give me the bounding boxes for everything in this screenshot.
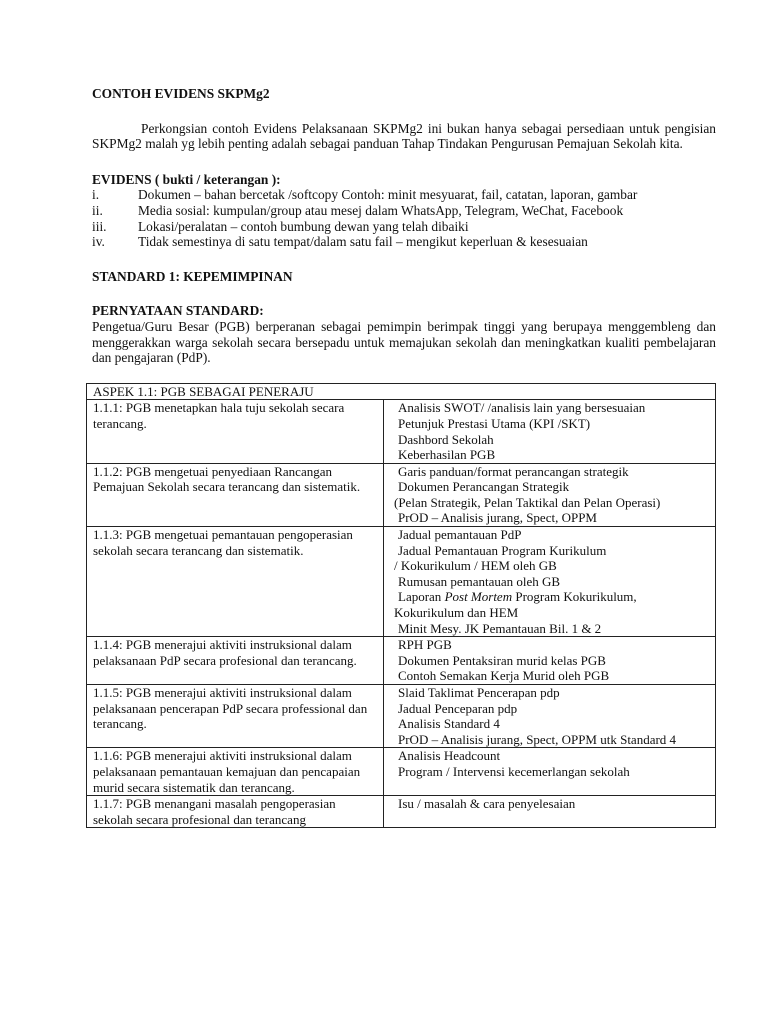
post-mortem-text: Post Mortem (444, 589, 513, 605)
intro-text: Perkongsian contoh Evidens Pelaksanaan SKPMg2 ini bukan hanya sebagai persediaan untuk pengisian SKPMg2 malah yg lebih penting adalah sebagai panduan Tahap Tindakan Pengurusan Pemajuan Sekolah kita. (92, 120, 716, 152)
list-item (92, 187, 716, 203)
list-number: ii. (92, 202, 103, 218)
criterion-cell: 1.1.2: PGB mengetuai penyediaan Rancangan Pemajuan Sekolah secara terancang dan sistematik. (87, 463, 384, 526)
list-item (92, 234, 716, 250)
evidence-item: Isu / masalah & cara penyelesaian (398, 796, 576, 812)
evidence-item (394, 589, 709, 605)
table-row (87, 748, 716, 796)
evidence-item: Dashbord Sekolah (398, 431, 494, 447)
evidence-cell (384, 685, 716, 748)
list-text: Media sosial: kumpulan/group atau mesej dalam WhatsApp, Telegram, WeChat, Facebook (138, 202, 624, 218)
table-row (87, 637, 716, 685)
evidence-item: Analisis Headcount (398, 748, 501, 764)
list-text: Tidak semestinya di satu tempat/dalam satu fail – mengikut keperluan & kesesuaian (138, 234, 588, 250)
criterion-cell: 1.1.3: PGB mengetuai pemantauan pengoperasian sekolah secara terancang dan sistematik. (87, 527, 384, 637)
evidence-item: Analisis Standard 4 (398, 716, 500, 732)
evidence-item: / Kokurikulum / HEM oleh GB (394, 558, 557, 574)
document-title: CONTOH EVIDENS SKPMg2 (92, 86, 270, 101)
evidence-cell (384, 637, 716, 685)
evidence-item: Contoh Semakan Kerja Murid oleh PGB (398, 668, 610, 684)
laporan-text: Laporan (398, 589, 445, 605)
evidence-item: Jadual Pemantauan Program Kurikulum (398, 542, 607, 558)
evidence-item: Petunjuk Prestasi Utama (KPI /SKT) (398, 415, 591, 431)
evidens-list (92, 187, 716, 249)
table-row (87, 463, 716, 526)
evidence-item: Minit Mesy. JK Pemantauan Bil. 1 & 2 (398, 620, 602, 636)
table-header-row (87, 383, 716, 400)
evidence-cell (384, 748, 716, 796)
list-number: i. (92, 187, 100, 203)
evidence-table (86, 383, 716, 829)
evidence-item: Kokurikulum dan HEM (394, 605, 519, 621)
evidence-item: Dokumen Pentaksiran murid kelas PGB (398, 652, 606, 668)
evidence-item: Rumusan pemantauan oleh GB (398, 573, 561, 589)
table-row (87, 796, 716, 828)
evidence-cell (384, 796, 716, 828)
list-item (92, 203, 716, 219)
evidence-item: Program / Intervensi kecemerlangan sekolah (398, 763, 630, 779)
table-row (87, 685, 716, 748)
evidence-item: (Pelan Strategik, Pelan Taktikal dan Pelan Operasi) (394, 494, 661, 510)
list-text: Dokumen – bahan bercetak /softcopy Contoh: minit mesyuarat, fail, catatan, laporan, gambar (138, 187, 638, 203)
evidence-cell (384, 463, 716, 526)
document-page (92, 86, 716, 828)
table-row (87, 400, 716, 463)
criterion-cell: 1.1.4: PGB menerajui aktiviti instruksional dalam pelaksanaan PdP secara profesional dan terancang. (87, 637, 384, 685)
evidence-item: Jadual pemantauan PdP (398, 527, 522, 543)
criterion-cell: 1.1.6: PGB menerajui aktiviti instruksional dalam pelaksanaan pemantauan kemajuan dan pencapaian murid secara sistematik dan terancang. (87, 748, 384, 796)
evidence-item: Analisis SWOT/ /analisis lain yang bersesuaian (398, 400, 646, 416)
criterion-cell: 1.1.5: PGB menerajui aktiviti instruksional dalam pelaksanaan pencerapan PdP secara professional dan terancang. (87, 685, 384, 748)
evidence-item: RPH PGB (398, 637, 452, 653)
evidence-cell (384, 527, 716, 637)
list-text: Lokasi/peralatan – contoh bumbung dewan yang telah dibaiki (138, 218, 469, 234)
criterion-cell: 1.1.7: PGB menangani masalah pengoperasian sekolah secara profesional dan terancang (87, 796, 384, 828)
list-item (92, 219, 716, 235)
evidens-heading: EVIDENS ( bukti / keterangan ): (92, 171, 281, 187)
evidence-item: Keberhasilan PGB (398, 447, 496, 463)
intro-paragraph (92, 121, 716, 152)
laporan-program-text: Program Kokurikulum, (512, 589, 637, 605)
pernyataan-text: Pengetua/Guru Besar (PGB) berperanan sebagai pemimpin berimpak tinggi yang berupaya menggembleng dan menggerakkan warga sekolah secara bersepadu untuk memajukan sekolah dan meningkatkan kualiti pembelajaran dan pengajaran (PdP). (92, 318, 716, 366)
evidence-cell (384, 400, 716, 463)
evidence-item: Jadual Penceparan pdp (398, 700, 518, 716)
evidence-item: Dokumen Perancangan Strategik (398, 479, 570, 495)
evidence-item: Slaid Taklimat Pencerapan pdp (398, 685, 560, 700)
standard-heading: STANDARD 1: KEPEMIMPINAN (92, 268, 293, 284)
aspek-heading: ASPEK 1.1: PGB SEBAGAI PENERAJU (87, 383, 716, 400)
list-number: iii. (92, 218, 107, 234)
evidence-item: PrOD – Analisis jurang, Spect, OPPM utk Standard 4 (398, 731, 677, 747)
pernyataan-heading: PERNYATAAN STANDARD: (92, 303, 264, 319)
evidence-item: Garis panduan/format perancangan strategik (398, 463, 629, 479)
list-number: iv. (92, 234, 105, 250)
table-row (87, 527, 716, 637)
criterion-cell: 1.1.1: PGB menetapkan hala tuju sekolah secara terancang. (87, 400, 384, 463)
evidence-item: PrOD – Analisis jurang, Spect, OPPM (398, 510, 597, 526)
